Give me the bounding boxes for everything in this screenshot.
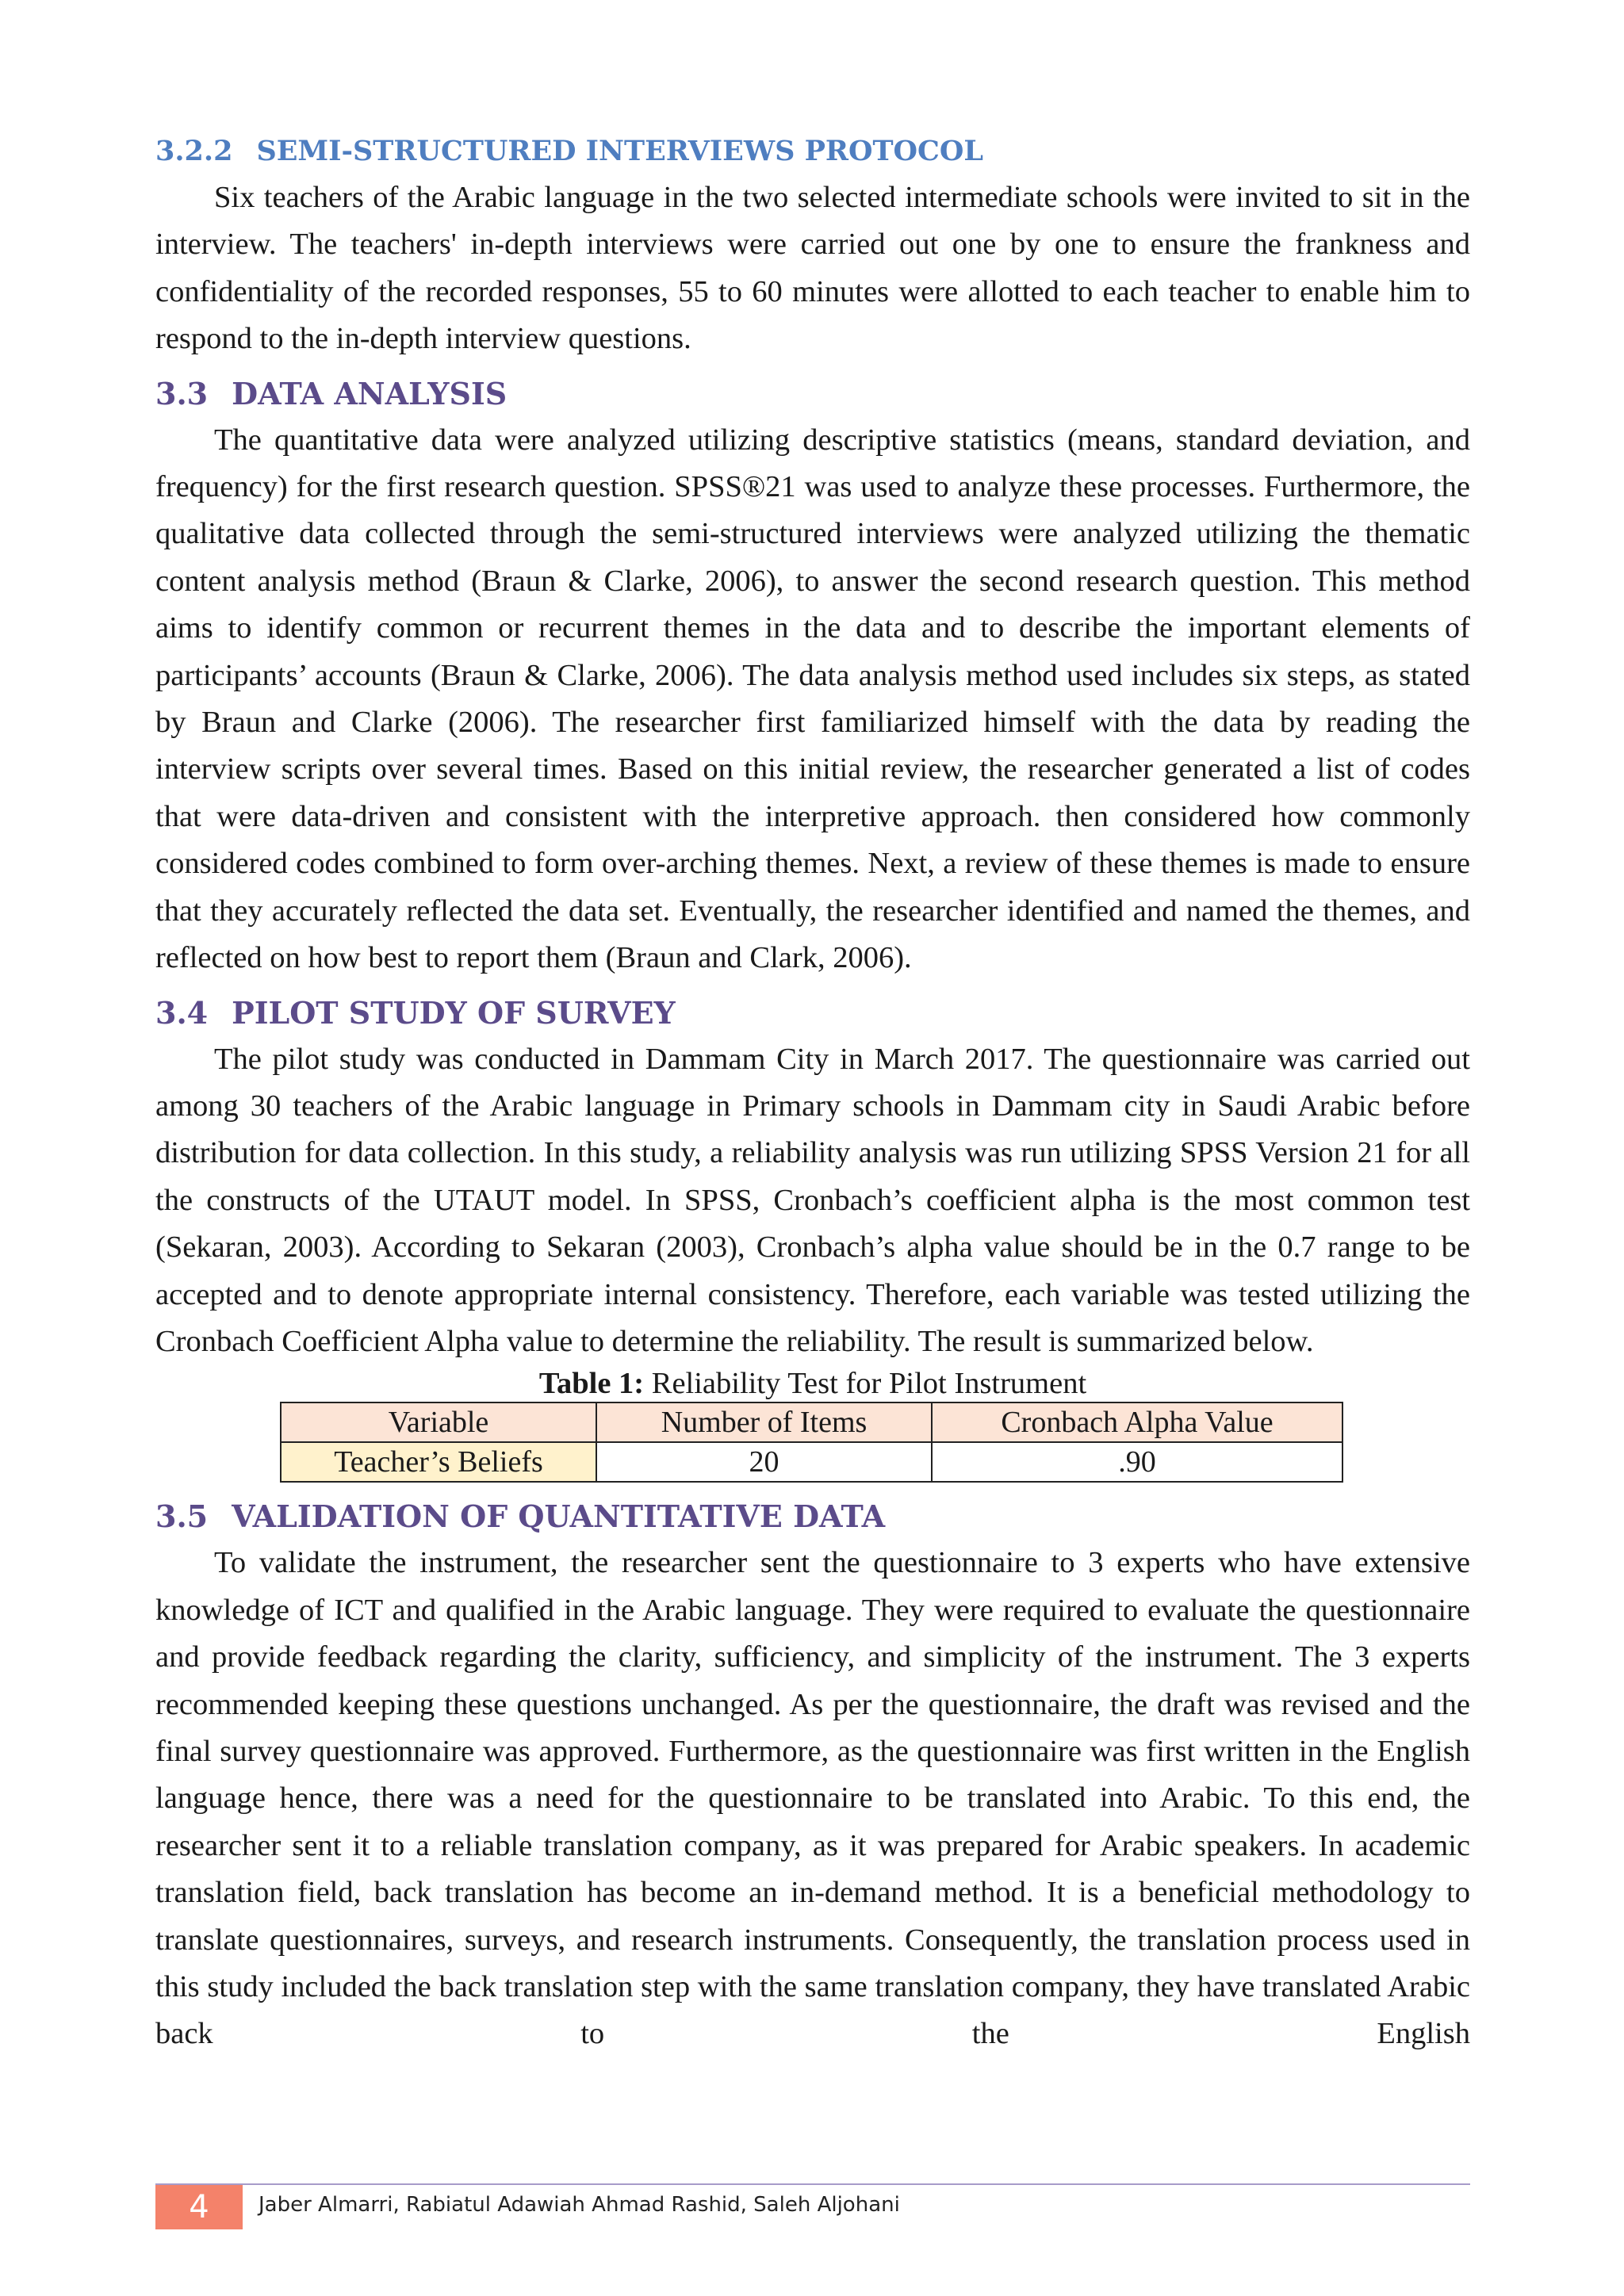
table-header-cell: Variable: [281, 1402, 596, 1442]
page-content: [155, 128, 1470, 2066]
section-heading-3-2-2: [155, 128, 1470, 174]
paragraph-pilot-study: The pilot study was conducted in Dammam City in March 2017. The questionnaire was carried out among 30 teachers of the Arabic language in Primary schools in Dammam city in Saudi Arabic before distribution for data collection. In this study, a reliability analysis was run utilizing SPSS Version 21 for all the constructs of the UTAUT model. In SPSS, Cronbach’s coefficient alpha is the most common test (Sekaran, 2003). According to Sekaran (2003), Cronbach’s alpha value should be in the 0.7 range to be accepted and to denote appropriate internal consistency. Therefore, each variable was tested utilizing the Cronbach Coefficient Alpha value to determine the reliability. The result is summarized below.: [155, 1042, 1470, 1358]
table-caption-label: Table 1:: [538, 1367, 645, 1401]
section-number: 3.3: [155, 375, 209, 411]
table-cell: 20: [596, 1442, 932, 1482]
section-title: VALIDATION OF QUANTITATIVE DATA: [232, 1498, 886, 1535]
section-title: PILOT STUDY OF SURVEY: [232, 994, 676, 1031]
section-heading-3-5: [155, 1494, 1470, 1540]
table-cell: .90: [932, 1442, 1342, 1482]
section-title: SEMI-STRUCTURED INTERVIEWS PROTOCOL: [256, 135, 983, 167]
table-caption: [155, 1365, 1470, 1402]
footer-authors: Jaber Almarri, Rabiatul Adawiah Ahmad Rashid, Saleh Aljohani: [259, 2193, 900, 2217]
table-cell: Teacher’s Beliefs: [281, 1442, 596, 1482]
section-heading-3-4: [155, 990, 1470, 1036]
paragraph-interviews: Six teachers of the Arabic language in the two selected intermediate schools were invited to sit in the interview. The teachers' in-depth interviews were carried out one by one to ensure the frankness and confidentiality of the recorded responses, 55 to 60 minutes were allotted to each teacher to enable him to respond to the in-depth interview questions.: [155, 181, 1470, 356]
paragraph-validation: To validate the instrument, the researcher sent the questionnaire to 3 experts who have extensive knowledge of ICT and qualified in the Arabic language. They were required to evaluate the questionnaire and provide feedback regarding the clarity, sufficiency, and simplicity of the instrument. The 3 experts recommended keeping these questions unchanged. As per the questionnaire, the draft was revised and the final survey questionnaire was approved. Furthermore, as the questionnaire was first written in the English language hence, there was a need for the questionnaire to be translated into Arabic. To this end, the researcher sent it to a reliable translation company, as it was prepared for Arabic speakers. In academic translation field, back translation has become an in-demand method. It is a beneficial methodology to translate questionnaires, surveys, and research instruments. Consequently, the translation process used in this study included the back translation step with the same translation company, they have translated Arabic back to the English: [155, 1546, 1470, 2051]
table-row: [281, 1442, 1342, 1482]
footer-divider: [155, 2183, 1470, 2185]
table-header-cell: Number of Items: [596, 1402, 932, 1442]
table-caption-text: Reliability Test for Pilot Instrument: [644, 1367, 1087, 1401]
paragraph-data-analysis: The quantitative data were analyzed utilizing descriptive statistics (means, standard deviation, and frequency) for the first research question. SPSS®21 was used to analyze these processes. Furthermore, the qualitative data collected through the semi-structured interviews were analyzed utilizing the thematic content analysis method (Braun & Clarke, 2006), to answer the second research question. This method aims to identify common or recurrent themes in the data and to describe the important elements of participants’ accounts (Braun & Clarke, 2006). The data analysis method used includes six steps, as stated by Braun and Clarke (2006). The researcher first familiarized himself with the data by reading the interview scripts over several times. Based on this initial review, the researcher generated a list of codes that were data-driven and consistent with the interpretive approach. then considered how commonly considered codes combined to form over-arching themes. Next, a review of these themes is made to ensure that they accurately reflected the data set. Eventually, the researcher identified and named the themes, and reflected on how best to report them (Braun and Clark, 2006).: [155, 423, 1470, 975]
section-title: DATA ANALYSIS: [232, 375, 508, 411]
section-number: 3.4: [155, 994, 209, 1031]
table-header-cell: Cronbach Alpha Value: [932, 1402, 1342, 1442]
table-header-row: [281, 1402, 1342, 1442]
section-number: 3.5: [155, 1498, 209, 1535]
section-number: 3.2.2: [155, 135, 233, 167]
page-number-badge: 4: [155, 2185, 243, 2229]
section-heading-3-3: [155, 371, 1470, 417]
reliability-table: [280, 1402, 1343, 1483]
